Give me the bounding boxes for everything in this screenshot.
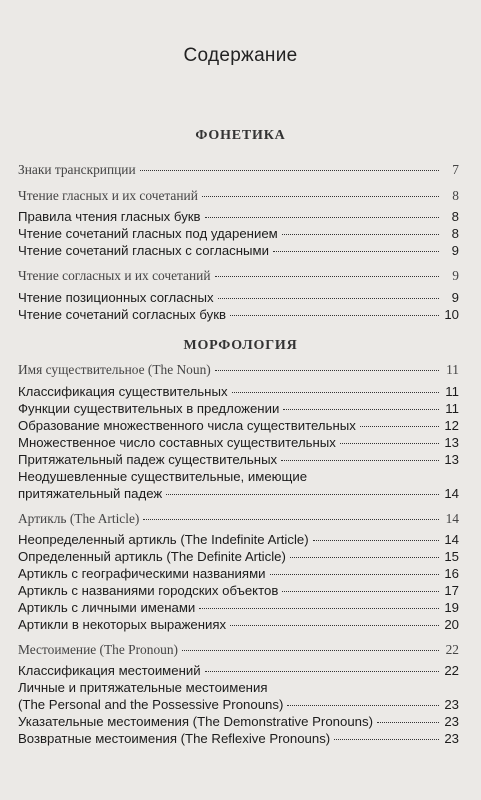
entry-title[interactable]: Неодушевленные существительные, имеющие <box>18 469 308 484</box>
toc-entry[interactable] <box>18 362 459 380</box>
entry-title: Классификация существительных <box>18 384 228 399</box>
toc-entry[interactable] <box>18 452 459 470</box>
page-number: 20 <box>444 617 459 632</box>
entry-title: Указательные местоимения (The Demonstrative Pronouns) <box>18 714 373 729</box>
page-number: 9 <box>451 290 459 305</box>
dot-leader <box>205 217 439 218</box>
dot-leader <box>281 460 439 461</box>
page-number: 11 <box>445 401 459 416</box>
dot-leader <box>270 574 440 575</box>
dot-leader <box>283 409 439 410</box>
page-title: Содержание <box>183 45 298 66</box>
toc-entry[interactable] <box>18 226 459 244</box>
page-number: 8 <box>451 226 459 241</box>
entry-title: Чтение сочетаний гласных под ударением <box>18 226 278 241</box>
entry-title: Притяжательный падеж существительных <box>18 452 278 467</box>
entry-title: Артикль (The Article) <box>18 511 140 526</box>
entry-title: Чтение согласных и их сочетаний <box>18 268 211 283</box>
entry-title: Местоимение (The Pronoun) <box>18 642 178 657</box>
toc-entry[interactable] <box>18 307 459 325</box>
toc-entry[interactable] <box>18 511 459 529</box>
toc-entry[interactable] <box>18 188 459 206</box>
entry-title: Правила чтения гласных букв <box>18 209 201 224</box>
toc-entry[interactable] <box>18 435 459 453</box>
toc-entry[interactable] <box>18 714 459 732</box>
page-number: 8 <box>451 209 459 224</box>
dot-leader <box>282 591 439 592</box>
entry-title[interactable]: Личные и притяжательные местоимения <box>18 680 268 695</box>
toc-entry[interactable] <box>18 401 459 419</box>
toc-entry[interactable] <box>18 617 459 635</box>
dot-leader <box>205 671 439 672</box>
dot-leader <box>182 650 439 651</box>
toc-entry[interactable] <box>18 583 459 601</box>
entry-title: Артикли в некоторых выражениях <box>18 617 227 632</box>
entry-title: Чтение позиционных согласных <box>18 290 214 305</box>
page-number: 23 <box>444 697 459 712</box>
page-number: 10 <box>444 307 459 322</box>
entry-title: Чтение сочетаний гласных с согласными <box>18 243 269 258</box>
dot-leader <box>230 625 439 626</box>
dot-leader <box>287 705 439 706</box>
toc-entry[interactable] <box>18 532 459 550</box>
toc-entry[interactable] <box>18 243 459 261</box>
toc-entry[interactable] <box>18 600 459 618</box>
entry-title: Множественное число составных существительных <box>18 435 336 450</box>
page-number: 8 <box>452 188 459 203</box>
page-number: 11 <box>445 384 459 399</box>
page-number: 9 <box>451 243 459 258</box>
page-number: 22 <box>444 663 459 678</box>
toc-entry[interactable] <box>18 418 459 436</box>
page-number: 23 <box>444 714 459 729</box>
page-number: 15 <box>444 549 459 564</box>
dot-leader <box>143 519 439 520</box>
dot-leader <box>218 298 439 299</box>
toc-entry[interactable] <box>18 209 459 227</box>
dot-leader <box>290 557 439 558</box>
dot-leader <box>230 315 439 316</box>
entry-title: Чтение сочетаний согласных букв <box>18 307 226 322</box>
entry-title: Определенный артикль (The Definite Article) <box>18 549 286 564</box>
page-number: 23 <box>444 731 459 746</box>
dot-leader <box>273 251 439 252</box>
toc-entry[interactable] <box>18 290 459 308</box>
page-number: 16 <box>444 566 459 581</box>
page-number: 14 <box>445 511 459 526</box>
toc-entry[interactable] <box>18 697 459 715</box>
dot-leader <box>360 426 439 427</box>
page-number: 14 <box>444 532 459 547</box>
entry-title-continued: (The Personal and the Possessive Pronouns) <box>18 697 284 712</box>
entry-title: Функции существительных в предложении <box>18 401 280 416</box>
page-number: 22 <box>445 642 459 657</box>
page-number: 12 <box>444 418 459 433</box>
entry-title-continued: притяжательный падеж <box>18 486 163 501</box>
toc-entry[interactable] <box>18 566 459 584</box>
toc-entry[interactable] <box>18 549 459 567</box>
dot-leader <box>140 170 439 171</box>
entry-title: Знаки транскрипции <box>18 162 136 177</box>
entry-title: Артикль с личными именами <box>18 600 196 615</box>
entry-title: Артикль с названиями городских объектов <box>18 583 279 598</box>
section-heading-phonetics: ФОНЕТИКА <box>195 128 286 143</box>
section-heading-morphology: МОРФОЛОГИЯ <box>183 338 298 353</box>
toc-entry[interactable] <box>18 663 459 681</box>
dot-leader <box>334 739 439 740</box>
page-number: 19 <box>444 600 459 615</box>
dot-leader <box>313 540 439 541</box>
page-number: 13 <box>444 435 459 450</box>
page-number: 9 <box>452 268 459 283</box>
dot-leader <box>232 392 439 393</box>
page-number: 7 <box>452 162 459 177</box>
dot-leader <box>215 276 440 277</box>
page-number: 11 <box>446 362 459 377</box>
entry-title: Классификация местоимений <box>18 663 201 678</box>
toc-entry[interactable] <box>18 642 459 660</box>
entry-title: Возвратные местоимения (The Reflexive Pronouns) <box>18 731 331 746</box>
page-number: 13 <box>444 452 459 467</box>
dot-leader <box>282 234 439 235</box>
entry-title: Неопределенный артикль (The Indefinite Article) <box>18 532 309 547</box>
toc-entry[interactable] <box>18 162 459 180</box>
entry-title: Чтение гласных и их сочетаний <box>18 188 198 203</box>
toc-entry[interactable] <box>18 486 459 504</box>
page-number: 17 <box>444 583 459 598</box>
toc-entry[interactable] <box>18 384 459 402</box>
dot-leader <box>215 370 439 371</box>
dot-leader <box>199 608 439 609</box>
toc-entry[interactable] <box>18 268 459 286</box>
entry-title: Имя существительное (The Noun) <box>18 362 211 377</box>
page-number: 14 <box>444 486 459 501</box>
dot-leader <box>340 443 439 444</box>
entry-title: Образование множественного числа существительных <box>18 418 356 433</box>
dot-leader <box>377 722 439 723</box>
entry-title: Артикль с географическими названиями <box>18 566 266 581</box>
toc-entry[interactable] <box>18 731 459 749</box>
dot-leader <box>202 196 439 197</box>
dot-leader <box>166 494 439 495</box>
